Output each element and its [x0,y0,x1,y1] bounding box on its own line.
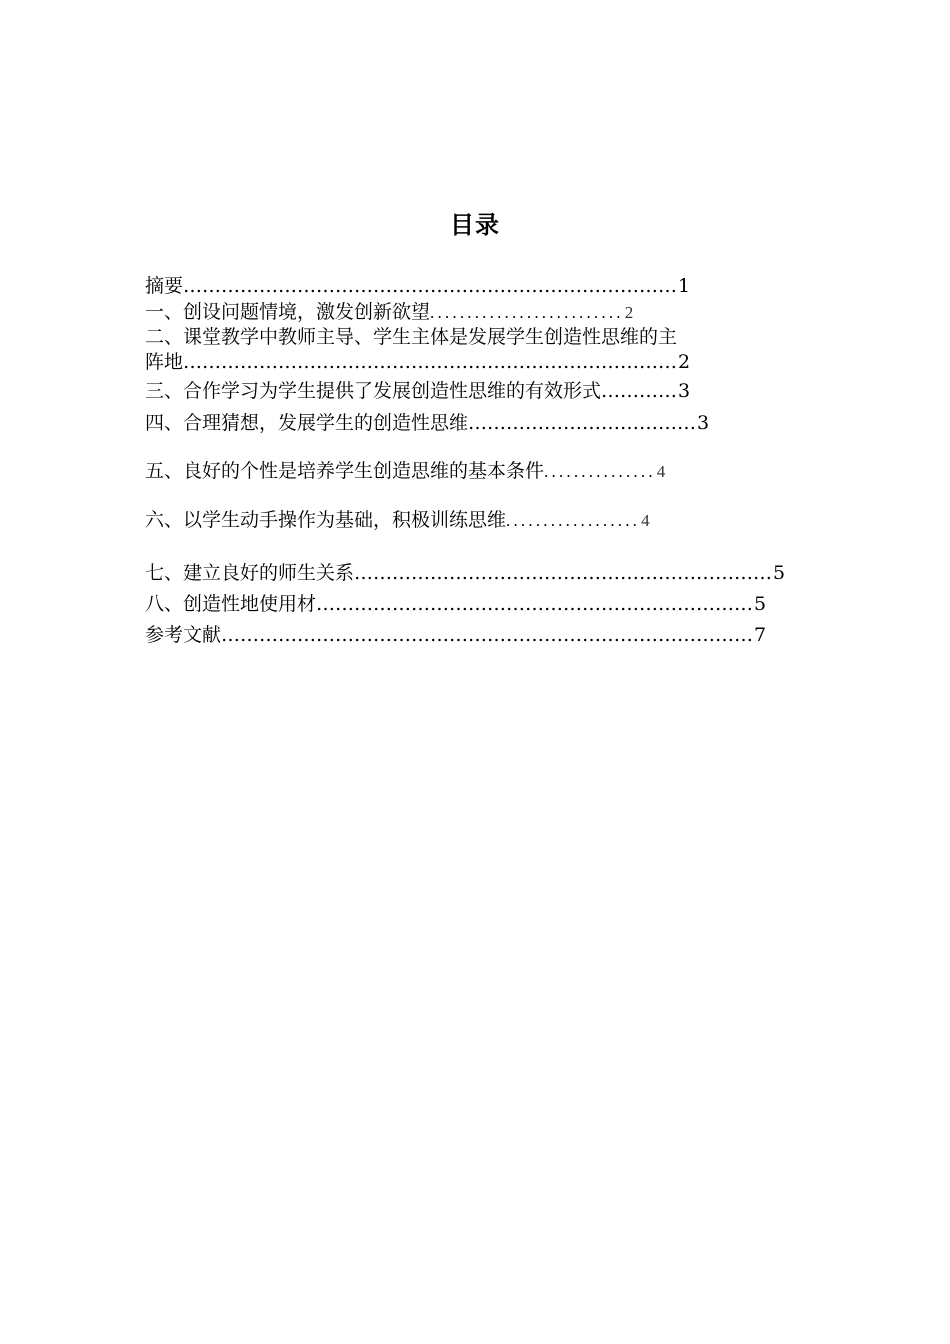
toc-leader: ……………………………… [468,412,697,434]
toc-entry-text: 三、合作学习为学生提供了发展创造性思维的有效形式 [145,380,602,402]
toc-entry-8[interactable] [145,591,766,617]
toc-page-number: 2 [624,303,634,322]
toc-entry-2-line2[interactable] [145,349,690,375]
toc-leader: …………………………………………………………………… [183,351,678,373]
toc-page-number: 4 [641,511,650,530]
toc-entry-5[interactable] [145,458,665,485]
toc-leader: ………………………………………………………… [354,562,773,584]
toc-entry-text: 七、建立良好的师生关系 [145,562,355,584]
toc-page-number: 2 [678,351,691,373]
toc-entry-text: 八、创造性地使用材 [145,593,317,615]
toc-page-number: 5 [773,562,786,584]
toc-leader: ………………………………………………………………………… [221,624,754,646]
toc-page-number: 4 [656,462,666,481]
toc-leader: ............... [544,462,656,481]
toc-entry-references[interactable] [145,622,766,648]
toc-entry-6[interactable] [145,507,650,534]
toc-entry-3[interactable] [145,378,690,404]
toc-entry-text: 参考文献 [145,624,222,646]
toc-page-number: 7 [754,624,767,646]
toc-entry-text: 摘要 [145,275,184,297]
toc-leader: …………………………………………………………………… [183,275,678,297]
toc-page-number: 3 [697,412,710,434]
toc-page-number: 5 [754,593,767,615]
toc-leader: …………………………………………………………… [316,593,754,615]
toc-entry-text: 五、良好的个性是培养学生创造思维的基本条件 [145,460,545,482]
toc-entry-text: 二、课堂教学中教师主导、学生主体是发展学生创造性思维的主 [145,326,678,348]
toc-page-number: 1 [678,275,691,297]
toc-leader: ………… [601,380,678,402]
toc-page-number: 3 [678,380,691,402]
toc-entry-text: 一、创设问题情境，激发创新欲望 [145,301,431,323]
toc-entry-4[interactable] [145,410,709,436]
toc-entry-7[interactable] [145,560,785,586]
toc-entry-2-line1[interactable] [145,324,677,350]
toc-leader: .......................... [430,303,624,322]
toc-entry-text: 阵地 [145,351,184,373]
toc-entry-text: 四、合理猜想，发展学生的创造性思维 [145,412,469,434]
toc-leader: .................. [506,511,641,530]
page-title: 目录 [450,211,500,239]
toc-entry-1[interactable] [145,299,633,326]
toc-entry-abstract[interactable] [145,273,690,299]
toc-entry-text: 六、以学生动手操作为基础，积极训练思维 [145,509,507,531]
